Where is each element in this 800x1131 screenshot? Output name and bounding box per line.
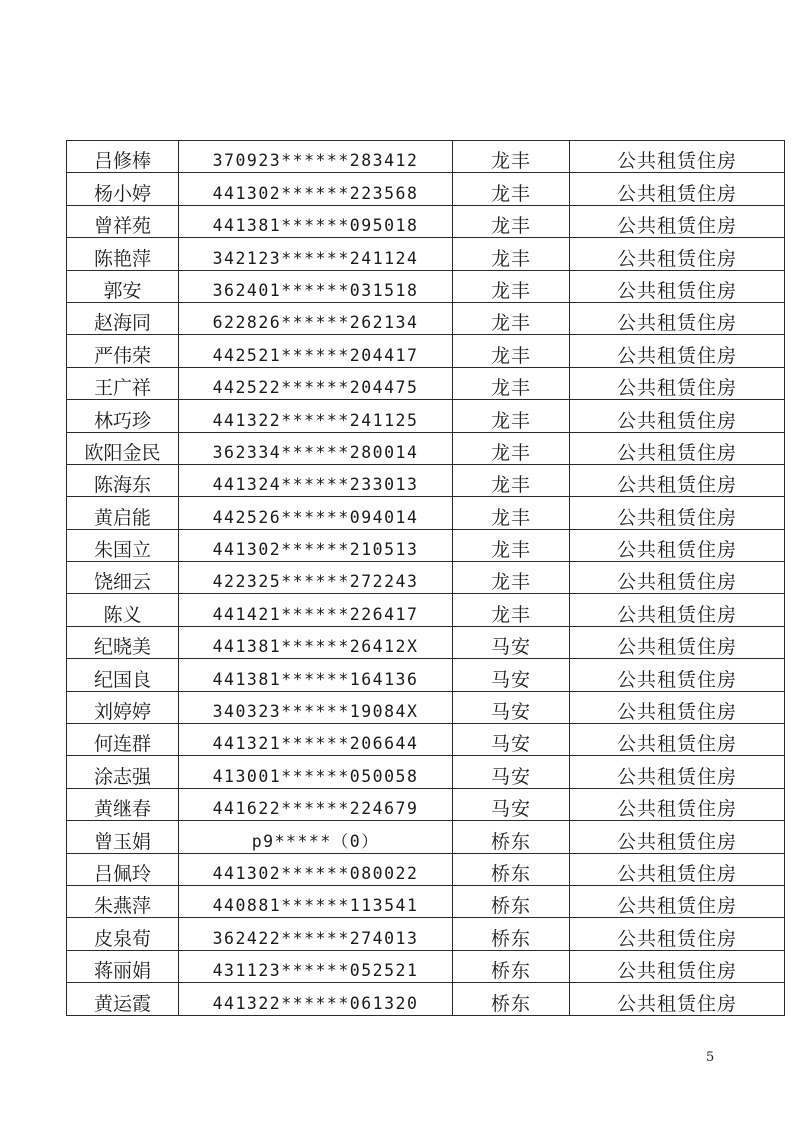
housing-type-cell: 公共租赁住房: [570, 788, 785, 820]
table-row: [67, 302, 785, 334]
table-row: [67, 141, 785, 173]
name-cell: 黄继春: [67, 788, 179, 820]
housing-type-cell: 公共租赁住房: [570, 173, 785, 205]
id-number-cell: 441421******226417: [179, 594, 453, 626]
id-number-cell: 431123******052521: [179, 950, 453, 982]
table-row: [67, 594, 785, 626]
id-number-cell: 422325******272243: [179, 562, 453, 594]
name-cell: 涂志强: [67, 756, 179, 788]
id-number-cell: 342123******241124: [179, 238, 453, 270]
town-cell: 马安: [453, 691, 570, 723]
housing-type-cell: 公共租赁住房: [570, 885, 785, 917]
name-cell: 饶细云: [67, 562, 179, 594]
name-cell: 刘婷婷: [67, 691, 179, 723]
roster-table: [66, 140, 785, 1016]
town-cell: 马安: [453, 756, 570, 788]
id-number-cell: 442526******094014: [179, 497, 453, 529]
table-row: [67, 497, 785, 529]
name-cell: 纪国良: [67, 659, 179, 691]
town-cell: 龙丰: [453, 529, 570, 561]
housing-type-cell: 公共租赁住房: [570, 205, 785, 237]
table-row: [67, 724, 785, 756]
town-cell: 龙丰: [453, 205, 570, 237]
housing-type-cell: 公共租赁住房: [570, 238, 785, 270]
id-number-cell: 441324******233013: [179, 464, 453, 496]
town-cell: 龙丰: [453, 367, 570, 399]
table-row: [67, 238, 785, 270]
town-cell: 龙丰: [453, 238, 570, 270]
name-cell: 林巧珍: [67, 400, 179, 432]
name-cell: 陈义: [67, 594, 179, 626]
housing-type-cell: 公共租赁住房: [570, 464, 785, 496]
name-cell: 朱燕萍: [67, 885, 179, 917]
id-number-cell: 340323******19084X: [179, 691, 453, 723]
housing-type-cell: 公共租赁住房: [570, 950, 785, 982]
id-number-cell: 441381******164136: [179, 659, 453, 691]
housing-type-cell: 公共租赁住房: [570, 853, 785, 885]
housing-type-cell: 公共租赁住房: [570, 141, 785, 173]
town-cell: 桥东: [453, 853, 570, 885]
id-number-cell: 441381******26412X: [179, 626, 453, 658]
housing-type-cell: 公共租赁住房: [570, 626, 785, 658]
name-cell: 杨小婷: [67, 173, 179, 205]
town-cell: 龙丰: [453, 562, 570, 594]
id-number-cell: 413001******050058: [179, 756, 453, 788]
id-number-cell: 441302******080022: [179, 853, 453, 885]
housing-type-cell: 公共租赁住房: [570, 529, 785, 561]
id-number-cell: 442521******204417: [179, 335, 453, 367]
town-cell: 龙丰: [453, 270, 570, 302]
id-number-cell: 441322******241125: [179, 400, 453, 432]
id-number-cell: 441622******224679: [179, 788, 453, 820]
id-number-cell: 441302******210513: [179, 529, 453, 561]
housing-type-cell: 公共租赁住房: [570, 367, 785, 399]
name-cell: 郭安: [67, 270, 179, 302]
town-cell: 龙丰: [453, 432, 570, 464]
housing-type-cell: 公共租赁住房: [570, 497, 785, 529]
id-number-cell: p9*****（0）: [179, 821, 453, 853]
town-cell: 马安: [453, 659, 570, 691]
town-cell: 马安: [453, 724, 570, 756]
housing-type-cell: 公共租赁住房: [570, 400, 785, 432]
id-number-cell: 362401******031518: [179, 270, 453, 302]
table-row: [67, 432, 785, 464]
name-cell: 朱国立: [67, 529, 179, 561]
housing-type-cell: 公共租赁住房: [570, 335, 785, 367]
town-cell: 马安: [453, 788, 570, 820]
table-row: [67, 885, 785, 917]
town-cell: 桥东: [453, 983, 570, 1015]
name-cell: 皮泉荀: [67, 918, 179, 950]
name-cell: 黄启能: [67, 497, 179, 529]
roster-body: [67, 141, 785, 1016]
id-number-cell: 441381******095018: [179, 205, 453, 237]
name-cell: 吕佩玲: [67, 853, 179, 885]
table-row: [67, 205, 785, 237]
table-row: [67, 173, 785, 205]
town-cell: 龙丰: [453, 594, 570, 626]
id-number-cell: 622826******262134: [179, 302, 453, 334]
housing-type-cell: 公共租赁住房: [570, 594, 785, 626]
name-cell: 陈艳萍: [67, 238, 179, 270]
name-cell: 严伟荣: [67, 335, 179, 367]
name-cell: 欧阳金民: [67, 432, 179, 464]
table-row: [67, 983, 785, 1015]
id-number-cell: 441322******061320: [179, 983, 453, 1015]
table-row: [67, 270, 785, 302]
id-number-cell: 441321******206644: [179, 724, 453, 756]
name-cell: 曾玉娟: [67, 821, 179, 853]
housing-type-cell: 公共租赁住房: [570, 659, 785, 691]
roster-sheet: [66, 140, 784, 1016]
table-row: [67, 821, 785, 853]
town-cell: 龙丰: [453, 400, 570, 432]
name-cell: 王广祥: [67, 367, 179, 399]
housing-type-cell: 公共租赁住房: [570, 302, 785, 334]
housing-type-cell: 公共租赁住房: [570, 724, 785, 756]
table-row: [67, 691, 785, 723]
town-cell: 桥东: [453, 821, 570, 853]
table-row: [67, 626, 785, 658]
table-row: [67, 562, 785, 594]
name-cell: 曾祥苑: [67, 205, 179, 237]
town-cell: 桥东: [453, 918, 570, 950]
name-cell: 赵海同: [67, 302, 179, 334]
name-cell: 吕修棒: [67, 141, 179, 173]
housing-type-cell: 公共租赁住房: [570, 918, 785, 950]
table-row: [67, 788, 785, 820]
table-row: [67, 950, 785, 982]
town-cell: 龙丰: [453, 335, 570, 367]
table-row: [67, 918, 785, 950]
id-number-cell: 370923******283412: [179, 141, 453, 173]
id-number-cell: 362334******280014: [179, 432, 453, 464]
name-cell: 蒋丽娟: [67, 950, 179, 982]
id-number-cell: 362422******274013: [179, 918, 453, 950]
town-cell: 龙丰: [453, 141, 570, 173]
id-number-cell: 442522******204475: [179, 367, 453, 399]
name-cell: 纪晓美: [67, 626, 179, 658]
name-cell: 黄运霞: [67, 983, 179, 1015]
town-cell: 龙丰: [453, 497, 570, 529]
id-number-cell: 441302******223568: [179, 173, 453, 205]
town-cell: 桥东: [453, 950, 570, 982]
town-cell: 龙丰: [453, 464, 570, 496]
housing-type-cell: 公共租赁住房: [570, 432, 785, 464]
name-cell: 陈海东: [67, 464, 179, 496]
housing-type-cell: 公共租赁住房: [570, 821, 785, 853]
town-cell: 龙丰: [453, 302, 570, 334]
town-cell: 马安: [453, 626, 570, 658]
id-number-cell: 440881******113541: [179, 885, 453, 917]
housing-type-cell: 公共租赁住房: [570, 756, 785, 788]
table-row: [67, 367, 785, 399]
housing-type-cell: 公共租赁住房: [570, 270, 785, 302]
housing-type-cell: 公共租赁住房: [570, 562, 785, 594]
page-number: 5: [706, 1050, 715, 1065]
table-row: [67, 464, 785, 496]
name-cell: 何连群: [67, 724, 179, 756]
table-row: [67, 335, 785, 367]
table-row: [67, 400, 785, 432]
housing-type-cell: 公共租赁住房: [570, 983, 785, 1015]
town-cell: 桥东: [453, 885, 570, 917]
table-row: [67, 853, 785, 885]
housing-type-cell: 公共租赁住房: [570, 691, 785, 723]
table-row: [67, 756, 785, 788]
table-row: [67, 529, 785, 561]
town-cell: 龙丰: [453, 173, 570, 205]
table-row: [67, 659, 785, 691]
